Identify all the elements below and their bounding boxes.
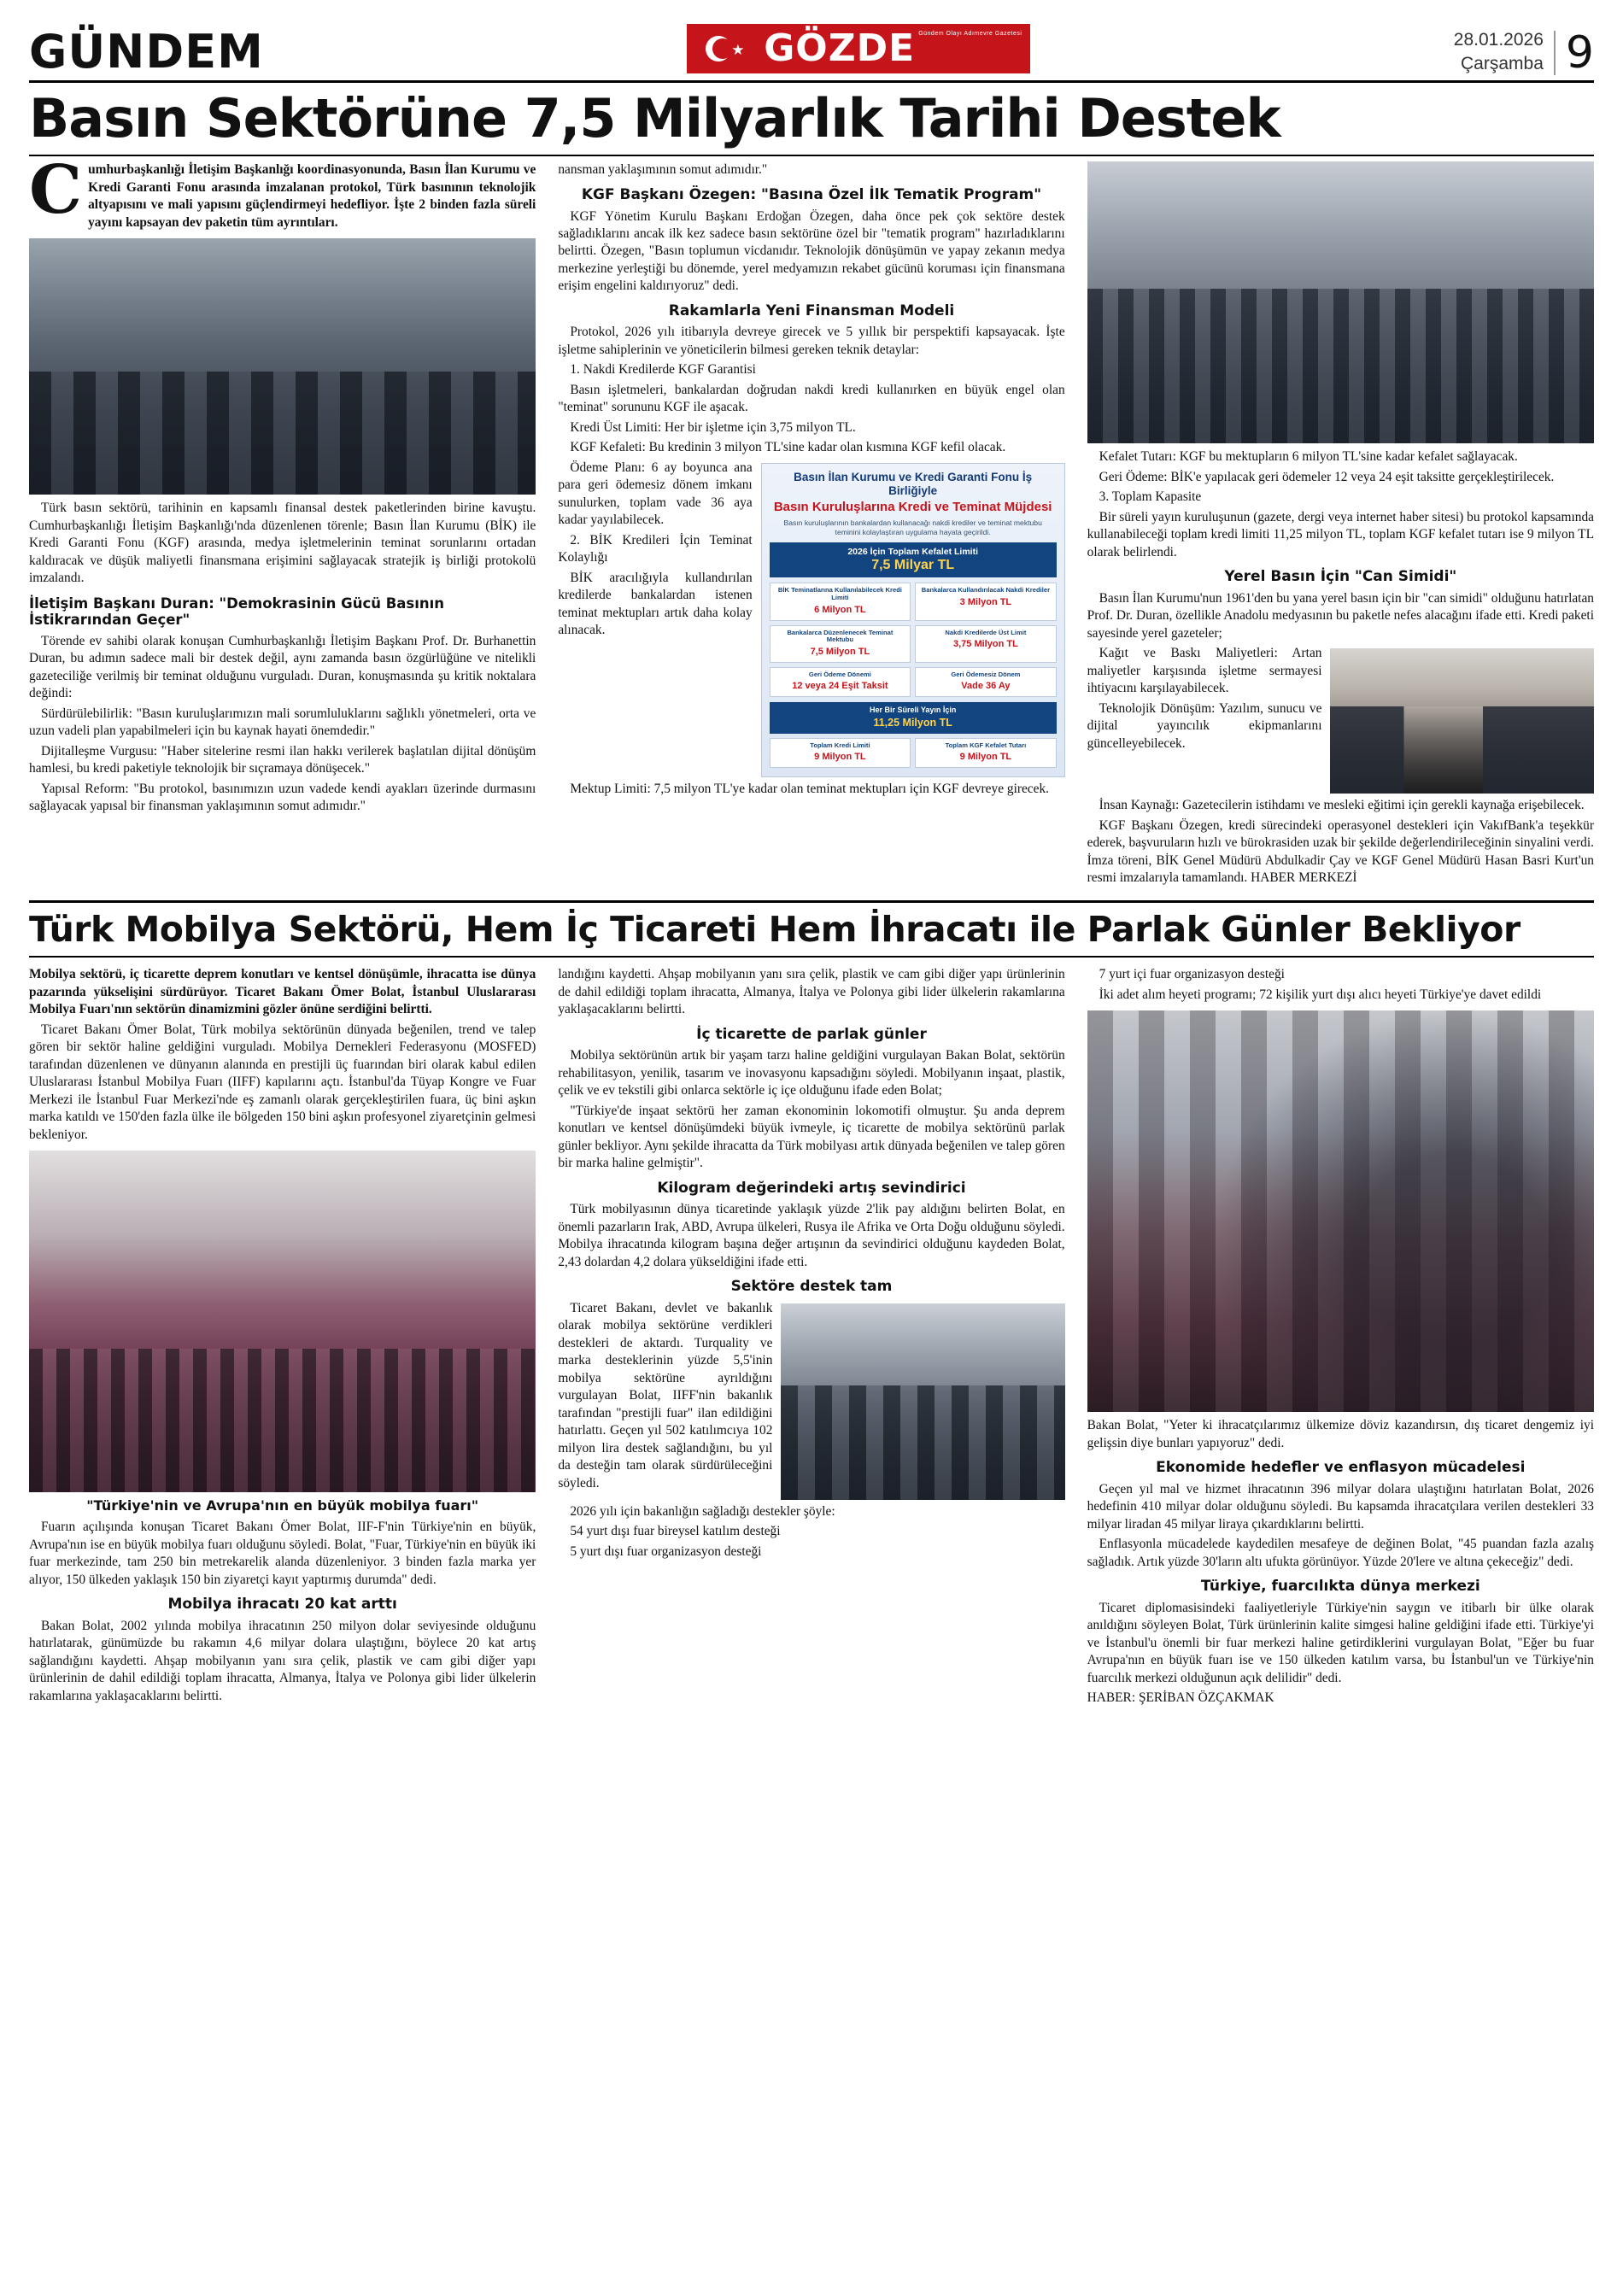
- article2-caption-2: Bakan Bolat, "Yeter ki ihracatçılarımız ülkemize döviz kazandırsın, dış ticaret dengemiz iyi gelişsin diye bunları yapıyoruz" dedi.: [1087, 1418, 1594, 1450]
- article2-p14: Enflasyonla mücadelede kaydedilen mesafeye de değinen Bolat, "45 puandan fazla azalış sağladık. Artık yüzde 30'ların altı ufukta görünüyor. Yüzde 20'lere ve altına çekeceğiz" dedi.: [1087, 1537, 1594, 1569]
- article2-subhead-6: Türkiye, fuarcılıkta dünya merkezi: [1200, 1578, 1480, 1596]
- article2-subhead-1: Mobilya ihracatı 20 kat arttı: [167, 1596, 397, 1614]
- masthead: [29, 24, 1594, 83]
- infographic-card-label: BİK Teminatlarına Kullanılabilecek Kredi Limiti: [777, 586, 902, 602]
- infographic-band-label: 2026 İçin Toplam Kefalet Limiti: [847, 546, 978, 557]
- infographic-card-value: 6 Milyon TL: [814, 604, 866, 615]
- infographic-card-value: 7,5 Milyon TL: [810, 646, 870, 657]
- article2-p1: Ticaret Bakanı Ömer Bolat, Türk mobilya sektörünün dünyada beğenilen, trend ve talep gören bir sektör haline geldiğini vurguladı. Mobilya Dernekleri Federasyonu (MOSFED) tarafından düzenlenen ve dünyanın alanında en prestijli üç fuarından biri olarak kabul edilen Uluslararası İstanbul Mobilya Fuarı (IIFF) kapılarını açtı. İstanbul'da Tüyap Kongre ve Fuar Merkezi ile İstanbul Fuar Merkezi'nde eş zamanlı olarak gerçekleştirilen fuara, üç bini aşkın marka katıldı ve 150'den fazla ülke ile bölgeden 150 bini aşkın profesyonel ziyaretçinin gelmesi bekleniyor.: [29, 1022, 536, 1142]
- article2-column-2: [558, 966, 1064, 1563]
- infographic-card: [770, 583, 911, 620]
- article2-column-1: [29, 966, 536, 1707]
- article1-p7: KGF Yönetim Kurulu Başkanı Erdoğan Özegen, daha önce pek çok sektöre destek sağladıklarını ancak ilk kez sadece basın sektörüne özel bir "tematik program" hazırladıklarını belirtti. Özegen, "Basın toplumun vicdanıdır. Teknolojik dönüşümün ve yapay zekanın medya merkezine yerleştiği bu dönemde, yerel medyamızın rekabet gücünü koruması için finansmana erişim engelini kaldırıyoruz" dedi.: [558, 208, 1065, 294]
- article1-p12: KGF Kefaleti: Bu kredinin 3 milyon TL'sine kadar olan kısmına KGF kefil olacak.: [570, 440, 1006, 455]
- infographic-card: [770, 667, 911, 697]
- article1-p19: 3. Toplam Kapasite: [1099, 489, 1202, 505]
- article1-p1: Türk basın sektörü, tarihinin en kapsamlı finansal destek paketlerinden birine kavuştu. Cumhurbaşkanlığı İletişim Başkanlığı'nda düzenlenen törenle; Basın İlan Kurumu (BİK) ile Kredi Garanti Fonu (KGF) arasında, medya işletmelerinin teminat sorunlarını ortadan kaldıracak ve düşük maliyetli finansmana erişimini sağlayacak stratejik iş birliği protokolü imzalandı.: [29, 501, 536, 586]
- infographic-card-value: 3 Milyon TL: [959, 597, 1012, 608]
- article1-p5: Yapısal Reform: "Bu protokol, basınımızın uzun vadede kendi ayakları üzerinde durmasını sağlayacak yapısal bir finansman yaklaşımının somut adımıdır.": [29, 781, 536, 814]
- article1-p8: Protokol, 2026 yılı itibarıyla devreye girecek ve 5 yıllık bir perspektifi kapsayacak. İşte işletme sahiplerinin ve yöneticilerin bilmesi gereken teknik detaylar:: [558, 325, 1065, 357]
- infographic-card-label: Geri Ödeme Dönemi: [808, 670, 871, 678]
- article1-p13: Ödeme Planı: 6 ay boyunca ana para geri ödemesiz dönem imkanı sunulurken, toplam vade 36 aya kadar yayılabilecek.: [558, 460, 753, 528]
- article2: [29, 900, 1594, 1710]
- article2-p9: 54 yurt dışı fuar bireysel katılım desteği: [570, 1524, 781, 1539]
- infographic-footer: [770, 738, 1057, 768]
- article2-p3: Bakan Bolat, 2002 yılında mobilya ihracatının 250 milyon dolar seviyesinde olduğunu hatırlatarak, günümüzde bu rakamın 4,6 milyar dolara ulaştığını, böylece 20 kat artış sağlandığını kaydetti. Ahşap mobilyanın yanı sıra çelik, plastik ve cam gibi diğer yapı ürünlerinin de dahil edildiği toplam ihracatta, Almanya, İtalya ve Polonya gibi lider ülkelerin rakamlarına yaklaşacaklarını belirtti.: [29, 1618, 536, 1703]
- article1-subhead-3: Rakamlarla Yeni Finansman Modeli: [668, 302, 955, 319]
- article1-column-2: [558, 161, 1064, 800]
- photo-group-audience: [781, 1303, 1064, 1500]
- infographic-card-label: Bankalarca Düzenlenecek Teminat Mektubu: [787, 628, 894, 644]
- article2-subhead-4: Sektöre destek tam: [730, 1278, 893, 1296]
- photo-two-officials: [1330, 648, 1594, 794]
- infographic-foot-label: Toplam KGF Kefalet Tutarı: [945, 741, 1027, 749]
- article1-headline: Basın Sektörüne 7,5 Milyarlık Tarihi Destek: [29, 91, 1594, 156]
- article1-p2: Törende ev sahibi olarak konuşan Cumhurbaşkanlığı İletişim Başkanı Prof. Dr. Burhanettin Duran, bu adımın sadece mali bir destek değil, aynı zamanda basın özgürlüğüne ve nitelikli gazeteciliğe verilmiş bir teminat olduğunu vurguladı. Duran, konuşmasında şu kritik noktalara değindi:: [29, 633, 536, 701]
- article1-column-1: [29, 151, 536, 817]
- article1-p21: Basın İlan Kurumu'nun 1961'den bu yana yerel basın için bir "can simidi" olduğunu hatırlatan Prof. Dr. Duran, özellikle Anadolu medyasının bu paketle nefes alacağını ifade etti. Kredi paketi sayesinde yerel gazeteler;: [1087, 590, 1594, 641]
- article1-lead: Cumhurbaşkanlığı İletişim Başkanlığı koordinasyonunda, Basın İlan Kurumu ve Kredi Garanti Fonu arasında imzalanan protokol, Türk basınının teknolojik altyapısını ve mali yapısını güçlendirmeyi hedefliyor. İşte 2 binden fazla süreli yayını kapsayan dev paketin tüm ayrıntıları.: [29, 151, 536, 230]
- brand-subtitle: Gündem Olayı Adımevre Gazetesi: [918, 30, 1022, 37]
- infographic-cards: [770, 583, 1057, 696]
- article1-body: [29, 151, 1594, 889]
- photo-fair-opening: [29, 1151, 536, 1492]
- infographic-wide-band: [770, 702, 1057, 734]
- article2-p10: 5 yurt dışı fuar organizasyon desteği: [570, 1543, 762, 1559]
- article2-p7: Ticaret Bakanı, devlet ve bakanlık olarak mobilya sektörüne verdikleri destekleri de aktardı. Turquality ve marka desteklerinin yüzde 5,5'inin mobilya sektörüne ayrıldığını vurgulayan Bolat, IIFF'nin bakanlık tarafından "prestijli fuar" ilan edildiğini hatırlattı. Geçen yıl 502 katılımcıya 102 milyon lira destek sağlandığını, bu yıl da desteğin tam olarak sürdürüleceğini söyledi.: [558, 1300, 773, 1491]
- brand-name: GÖZDE: [764, 26, 916, 70]
- infographic-band-value: 7,5 Milyar TL: [871, 558, 955, 573]
- infographic-card-value: Vade 36 Ay: [961, 681, 1011, 692]
- photo-meeting-room: [1087, 161, 1594, 443]
- masthead-right: [1453, 27, 1594, 79]
- article2-p5: "Türkiye'de inşaat sektörü her zaman ekonominin lokomotifi olmuştur. Şu anda deprem konutları ve kentsel dönüşümdeki büyük ivmeyle, iç ticarette de mobilya sektörünü parlak günler bekliyor. Aynı şekilde ihracatta da Türk mobilyası artık dünyada beğenilen ve talep gören bir marka haline gelmiştir".: [558, 1103, 1065, 1171]
- article1-p17: Kefalet Tutarı: KGF bu mektupların 6 milyon TL'sine kadar kefalet sağlayacak.: [1099, 449, 1518, 465]
- infographic-card-label: Geri Ödemesiz Dönem: [951, 670, 1021, 678]
- article1-p25: KGF Başkanı Özegen, kredi sürecindeki operasyonel destekleri için VakıfBank'a teşekkür ederek, başvuruların hızlı ve bürokrasiden uzak bir şekilde değerlendirileceğinin sinyalini verdi. İmza töreni, BİK Genel Müdürü Abdulkadir Çay ve KGF Genel Müdürü Hasan Basri Kurt'un resmi imzalarıyla tamamlandı. HABER MERKEZİ: [1087, 817, 1594, 886]
- article1-p23: Teknolojik Dönüşüm: Yazılım, sunucu ve dijital yayıncılık ekipmanlarını güncelleyebilecek.: [1087, 700, 1322, 751]
- article2-p8: 2026 yılı için bakanlığın sağladığı destekler şöyle:: [570, 1503, 835, 1519]
- article2-p12: İki adet alım heyeti programı; 72 kişilik yurt dışı alıcı heyeti Türkiye'ye davet edildi: [1099, 987, 1542, 1002]
- date-block: [1454, 28, 1544, 75]
- article2-subhead-5: Ekonomide hedefler ve enflasyon mücadelesi: [1156, 1459, 1526, 1477]
- publication-date: 28.01.2026: [1453, 30, 1544, 50]
- article1-p16: Mektup Limiti: 7,5 milyon TL'ye kadar olan teminat mektupları için KGF devreye girecek.: [570, 781, 1050, 796]
- infographic-card: [915, 625, 1057, 663]
- article1-p3: Sürdürülebilirlik: "Basın kuruluşlarımızın mali sorumluluklarını sağlıklı yönetmeleri, orta ve uzun vadeli plan yapabilmeleri için bu kaynak hayati önemdedir.": [29, 706, 536, 739]
- infographic-wide-label: Her Bir Süreli Yayın İçin: [869, 705, 957, 714]
- article1-subhead-1: İletişim Başkanı Duran: "Demokrasinin Gücü Basının İstikrarından Geçer": [29, 594, 445, 629]
- infographic-card-label: Bankalarca Kullandırılacak Nakdi Krediler: [921, 586, 1051, 594]
- article1-subhead-2: KGF Başkanı Özegen: "Basına Özel İlk Tematik Program": [581, 185, 1042, 203]
- article2-carryover: landığını kaydetti. Ahşap mobilyanın yanı sıra çelik, plastik ve cam gibi diğer yapı ürünlerinin de dahil edildiği toplam ihracatta, Almanya, İtalya ve Polonya gibi lider ülkelerin rakamlarına yaklaşacaklarını belirtti.: [558, 967, 1065, 1017]
- infographic-foot-card: [915, 738, 1057, 768]
- article2-column-3: [1087, 966, 1594, 1709]
- article2-p6: Türk mobilyasının dünya ticaretinde yaklaşık yüzde 2'lik pay aldığını belirten Bolat, en önemli pazarların Irak, ABD, Avrupa ülkeleri, Rusya ile Afrika ve Orta Doğu olduğunu söyledi. Mobilya ihracatında kilogram başına değer artışının da sevindirici olduğunu kaydeden Bolat, 2,43 dolardan 4,2 dolara yükseldiğini ifade etti.: [558, 1202, 1065, 1269]
- infographic-foot-card: [770, 738, 911, 768]
- infographic-credit-package: [761, 463, 1065, 777]
- article1-p11: Kredi Üst Limiti: Her bir işletme için 3,75 milyon TL.: [570, 419, 856, 435]
- article1-subhead-4: Yerel Basın İçin "Can Simidi": [1224, 568, 1457, 586]
- infographic-foot-value: 9 Milyon TL: [959, 752, 1012, 763]
- article2-p2: Fuarın açılışında konuşan Ticaret Bakanı Ömer Bolat, IIF-F'nin Türkiye'nin en büyük, Avrupa'nın ise en büyük mobilya fuarı olduğunu söyledi. Bolat, "Fuar, Türkiye'nin en büyük iki fuar merkezinde, tam 250 bin metrekarelik alanda düzenleniyor. 3 binden fazla marka yer alıyor, 150 ülkeden yaklaşık 150 bin ziyaretçi kayıt yaptırmış durumda" dedi.: [29, 1520, 536, 1587]
- article1-column-3: [1087, 161, 1594, 889]
- article2-p4: Mobilya sektörünün artık bir yaşam tarzı haline geldiğini vurgulayan Bakan Bolat, sektörün rehabilitasyon, yenilik, tasarım ve inovasyonu kapsadığını söyledi. Mobilyanın inşaat, plastik, çelik ve ev tekstili gibi onlarca sektörle iç içe olduğunu ifade eden Bolat;: [558, 1048, 1065, 1098]
- infographic-card: [915, 583, 1057, 620]
- article1-p24: İnsan Kaynağı: Gazetecilerin istihdamı ve mesleki eğitimi için gerekli kaynağa erişebilecek.: [1099, 798, 1585, 813]
- infographic-wide-value: 11,25 Milyon TL: [873, 716, 952, 729]
- photo-signing-ceremony: [29, 238, 536, 495]
- article2-p13: Geçen yıl mal ve hizmet ihracatının 396 milyar dolara ulaştığını hatırlatan Bolat, 2026 hedefinin 410 milyar dolar olduğunu söyledi. Bu kapsamda ihracatçılara verilen destekleri 33 milyar liradan 45 milyar liraya çıkardıklarını belirtti.: [1087, 1481, 1594, 1532]
- article1-p14: 2. BİK Kredileri İçin Teminat Kolaylığı: [558, 532, 753, 565]
- infographic-card-value: 3,75 Milyon TL: [953, 639, 1018, 650]
- article1-p22: Kağıt ve Baskı Maliyetleri: Artan maliyetler karşısında işletme sermayesi ihtiyacını karşılayabilecek.: [1087, 646, 1322, 696]
- infographic-card-value: 12 veya 24 Eşit Taksit: [792, 681, 888, 692]
- article2-p11: 7 yurt içi fuar organizasyon desteği: [1099, 967, 1285, 982]
- article1-carryover: nansman yaklaşımının somut adımıdır.": [558, 162, 768, 178]
- page-number: 9: [1554, 31, 1594, 75]
- article2-byline: HABER: ŞERİBAN ÖZÇAKMAK: [1087, 1690, 1274, 1706]
- article2-subhead-2: İç ticarette de parlak günler: [696, 1025, 927, 1043]
- article2-body: [29, 966, 1594, 1709]
- infographic-card: [915, 667, 1057, 697]
- infographic-foot-label: Toplam Kredi Limiti: [810, 741, 870, 749]
- article1-p4: Dijitalleşme Vurgusu: "Haber sitelerine resmi ilan hakkı verilerek başlatılan dijital dönüşüm hamlesi, bu kredi paketiyle teknolojik bir sıçramaya dönüşecek.": [29, 743, 536, 776]
- article1-p20: Bir süreli yayın kuruluşunun (gazete, dergi veya internet haber sitesi) bu protokol kapsamında kullanabileceği toplam kredi limiti 11,25 milyon TL, toplam KGF kefalet tutarı ise 9 milyon TL olarak belirlendi.: [1087, 509, 1594, 559]
- turkish-flag-icon: ★: [694, 27, 757, 70]
- infographic-total-band: [770, 542, 1057, 578]
- article2-subhead-3: Kilogram değerindeki artış sevindirici: [657, 1179, 966, 1197]
- infographic-title-1: Basın İlan Kurumu ve Kredi Garanti Fonu İş Birliğiyle: [794, 470, 1033, 498]
- newspaper-logo: [687, 24, 1030, 73]
- article1-p10: Basın işletmeleri, bankalardan doğrudan nakdi kredi kullanırken en büyük engel olan "teminat" sorununu KGF ile aşacak.: [558, 382, 1065, 415]
- article2-lead: Mobilya sektörü, iç ticarette deprem konutları ve kentsel dönüşümle, ihracatta ise dünya pazarında yükselişini sürdürüyor. Ticaret Bakanı Ömer Bolat, İstanbul Uluslararası Mobilya Fuarı'nın sektörün dinamizmini gözler önüne serdiğini belirtti.: [29, 967, 536, 1017]
- article2-p15: Ticaret diplomasisindeki faaliyetleriyle Türkiye'nin saygın ve itibarlı bir ülke olarak anıldığını söyleyen Bolat, Türk ürünlerinin kalite simgesi haline geldiğini ifade etti. Türkiye'yi ve İstanbul'u önemli bir fuar merkezi haline getirdiklerini vurgulayan Bolat, "Eğer bu fuar Avrupa'nın en büyük fuarı ise ve 150 ülkeden katılım varsa, bu İstanbul'un ve Türkiye'nin fuarcılık merkezi olduğunun açık delilidir" dedi.: [1087, 1600, 1594, 1685]
- infographic-foot-value: 9 Milyon TL: [814, 752, 866, 763]
- infographic-card-label: Nakdi Kredilerde Üst Limit: [945, 628, 1027, 636]
- article1-p15: BİK aracılığıyla kullandırılan kredilerde bankalardan istenen teminat mektupları artık daha kolay alınacak.: [558, 570, 753, 638]
- infographic-description: Basın kuruluşlarının bankalardan kullanacağı nakdi krediler ve teminat mektubu teminini kolaylaştıran uygulama hayata geçirildi.: [783, 518, 1042, 536]
- infographic-title-2: Basın Kuruluşlarına Kredi ve Teminat Müjdesi: [773, 500, 1052, 515]
- article1-p9: 1. Nakdi Kredilerde KGF Garantisi: [570, 362, 756, 378]
- infographic-card: [770, 625, 911, 663]
- photo-minister-podium: [1087, 1010, 1594, 1412]
- publication-weekday: Çarşamba: [1461, 53, 1544, 73]
- section-title: GÜNDEM: [29, 25, 264, 79]
- article2-caption-1: "Türkiye'nin ve Avrupa'nın en büyük mobilya fuarı": [86, 1497, 479, 1514]
- article1-p18: Geri Ödeme: BİK'e yapılacak geri ödemeler 12 veya 24 eşit taksitte gerçekleştirilecek.: [1099, 469, 1555, 484]
- article2-headline: Türk Mobilya Sektörü, Hem İç Ticareti Hem İhracatı ile Parlak Günler Bekliyor: [29, 900, 1594, 958]
